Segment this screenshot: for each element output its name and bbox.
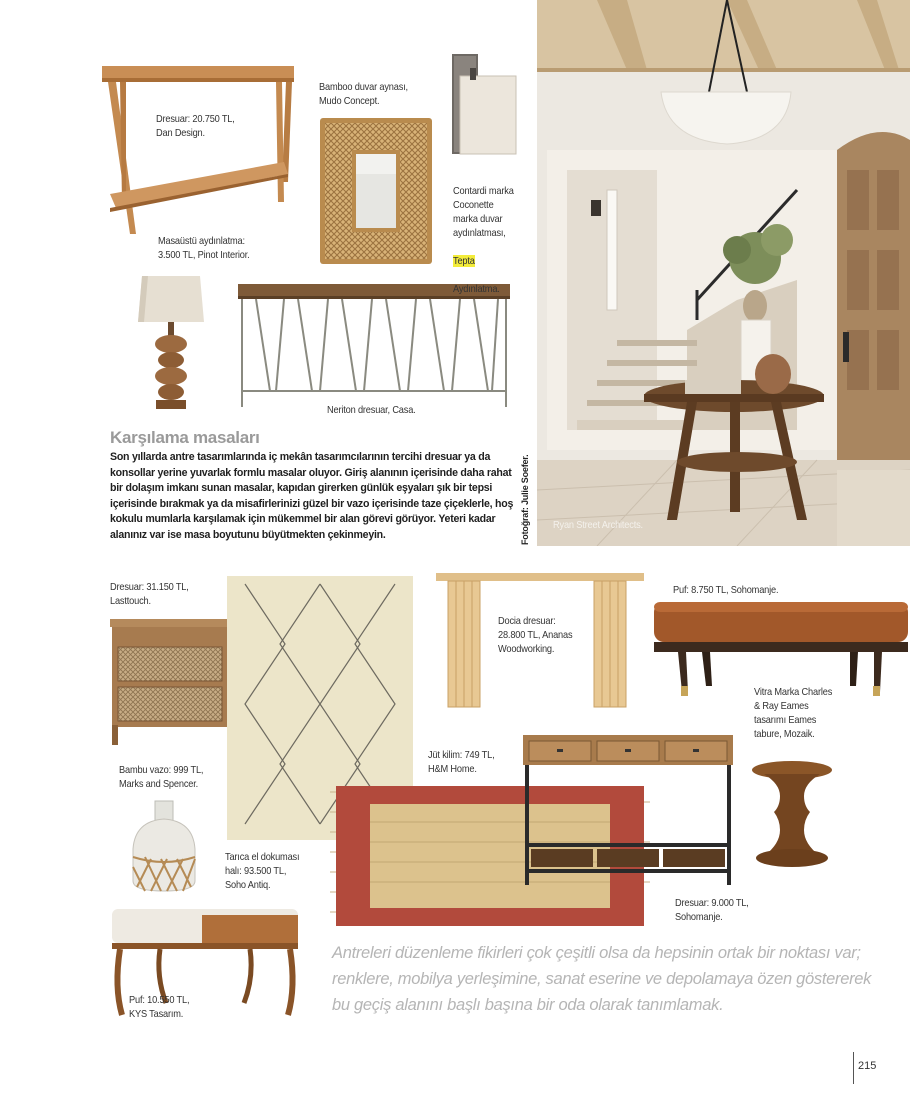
caption-neriton-console: Neriton dresuar, Casa. bbox=[327, 404, 416, 416]
caption-lasttouch-dresser: Dresuar: 31.150 TL, Lasttouch. bbox=[110, 581, 189, 607]
eames-stool-image bbox=[750, 760, 834, 870]
pull-quote: Antreleri düzenleme fikirleri çok çeşitli olsa da hepsinin ortak bir noktası var; renklere, mobilya yerleşimine, sanat eserine ve depolamaya özen göstererek bu geçiş alanını başlı başına bir oda olarak tanımlamak. bbox=[332, 944, 872, 1014]
caption-drawer-console: Dresuar: 9.000 TL, Sohomanje. bbox=[675, 897, 749, 923]
bamboo-vase-image bbox=[125, 797, 203, 893]
entrance-hall-photo bbox=[537, 0, 910, 546]
bamboo-mirror-image bbox=[319, 117, 433, 265]
caption-ryan-street: Ryan Street Architects. bbox=[553, 519, 643, 531]
caption-kys-ottoman: Puf: 10.550 TL, KYS Tasarım. bbox=[129, 994, 190, 1020]
caption-docia-console: Docia dresuar: 28.800 TL, Ananas Woodworking. bbox=[498, 615, 573, 655]
caption-wall-sconce-brand: Tepta bbox=[453, 255, 475, 267]
caption-jute-kilim: Jüt kilim: 749 TL, H&M Home. bbox=[428, 749, 495, 775]
page-number-divider bbox=[853, 1052, 854, 1084]
wall-sconce-image bbox=[452, 54, 518, 158]
neriton-console-image bbox=[236, 281, 512, 411]
caption-wall-sconce-end: Aydınlatma. bbox=[453, 283, 500, 295]
caption-eames-stool: Vitra Marka Charles & Ray Eames tasarımı Eames tabure, Mozaik. bbox=[754, 686, 833, 740]
caption-bamboo-vase: Bambu vazo: 999 TL, Marks and Spencer. bbox=[119, 764, 204, 790]
caption-handwoven-rug: Tarıca el dokuması halı: 93.500 TL, Soho Antiq. bbox=[225, 851, 300, 891]
caption-table-lamp: Masaüstü aydınlatma: 3.500 TL, Pinot Interior. bbox=[158, 235, 250, 261]
caption-bamboo-mirror: Bamboo duvar aynası, Mudo Concept. bbox=[319, 81, 408, 107]
article-body: Son yıllarda antre tasarımlarında iç mekân tasarımcılarının tercihi dresuar ya da konsollar yerine yuvarlak formlu masalar oluyor. Giriş alanının içerisinde daha rahat bir dolaşım imkanı sunan masalar, kapıdan girerken günlük eşyaları şık bir tepsi içerisinde bırakmak ya da misafirlerinizi güzel bir vazo içerisinde taze çiçeklerle, hoş kokulu mumlarla karşılamak için mükemmel bir alan görevi görüyor. Yeteri kadar alanınız var ise masa boyutunu büyütmekten çekinmeyin. bbox=[110, 451, 514, 541]
caption-puf-sohomanje: Puf: 8.750 TL, Sohomanje. bbox=[673, 584, 779, 596]
caption-wall-sconce bbox=[453, 170, 514, 296]
caption-console-dan-design: Dresuar: 20.750 TL, Dan Design. bbox=[156, 113, 235, 139]
table-lamp-image bbox=[134, 272, 208, 412]
section-heading: Karşılama masaları bbox=[110, 428, 260, 447]
photo-credit: Fotoğraf: Julie Soefer. bbox=[520, 454, 530, 545]
page-number: 215 bbox=[858, 1060, 877, 1072]
caption-wall-sconce-text: Contardi marka Coconette marka duvar aydınlatması, bbox=[453, 185, 514, 239]
drawer-console-image bbox=[521, 733, 735, 889]
console-table-dan-design-image bbox=[100, 62, 298, 238]
